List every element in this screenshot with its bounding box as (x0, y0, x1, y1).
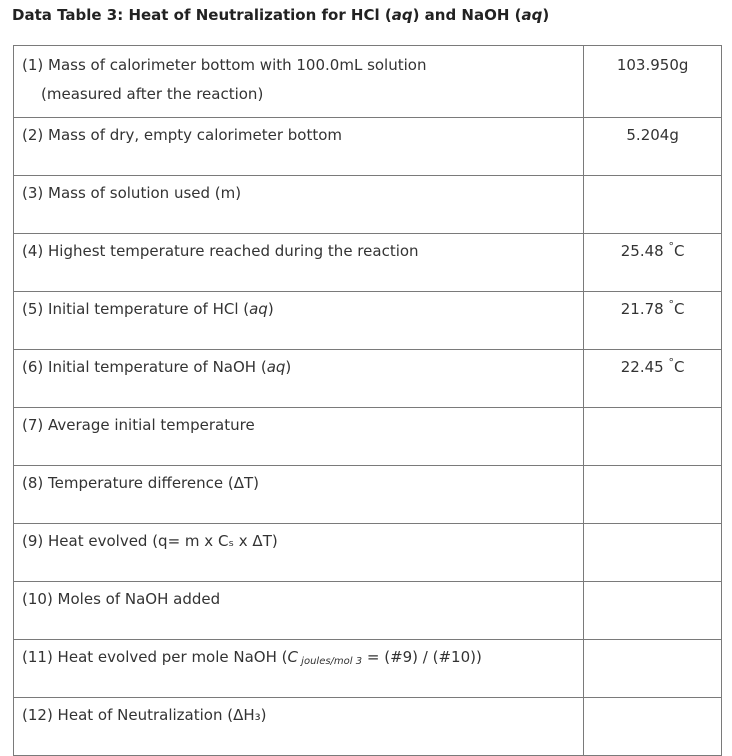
degree-symbol: ° (668, 240, 674, 253)
row-value (584, 234, 722, 292)
table-row (14, 292, 722, 350)
title-aq-hcl: aq (391, 6, 413, 24)
degree-symbol: ° (668, 356, 674, 369)
row-label-close: = (#9) / (#10)) (362, 648, 482, 666)
value-number: 22.45 (620, 358, 664, 376)
value-unit: C (674, 242, 685, 260)
degree-symbol: ° (668, 298, 674, 311)
table-row (14, 234, 722, 292)
row-label: (12) Heat of Neutralization (ΔH₃) (14, 698, 584, 756)
row-label (14, 292, 584, 350)
table-row (14, 176, 722, 234)
row-label: (10) Moles of NaOH added (14, 582, 584, 640)
row-label: (9) Heat evolved (q= m x Cₛ x ΔT) (14, 524, 584, 582)
table-row (14, 46, 722, 118)
row-label (14, 640, 584, 698)
table-row (14, 582, 722, 640)
row-value (584, 408, 722, 466)
row-label-text: (6) Initial temperature of NaOH ( (22, 358, 267, 376)
data-table (13, 45, 722, 756)
row-value (584, 582, 722, 640)
row-label: (4) Highest temperature reached during the reaction (14, 234, 584, 292)
title-aq-naoh: aq (521, 6, 543, 24)
row-label-text: (5) Initial temperature of HCl ( (22, 300, 250, 318)
table-title (12, 6, 549, 24)
title-suffix: ) (542, 6, 550, 24)
row-label-close: ) (285, 358, 292, 376)
row-value: 5.204g (584, 118, 722, 176)
row-value (584, 698, 722, 756)
title-middle: ) and NaOH ( (412, 6, 522, 24)
row-label-italic: C (287, 648, 298, 666)
row-label: (7) Average initial temperature (14, 408, 584, 466)
table-row (14, 640, 722, 698)
row-label-close: ) (267, 300, 274, 318)
row-label-text: (11) Heat evolved per mole NaOH ( (22, 648, 288, 666)
table-row (14, 524, 722, 582)
row-label-italic: aq (249, 300, 268, 318)
row-label: (3) Mass of solution used (m) (14, 176, 584, 234)
row-label: (2) Mass of dry, empty calorimeter bottom (14, 118, 584, 176)
table-row (14, 698, 722, 756)
value-unit: C (674, 358, 685, 376)
row-label (14, 46, 584, 118)
row-value (584, 640, 722, 698)
value-unit: C (674, 300, 685, 318)
row-label-line1: (1) Mass of calorimeter bottom with 100.0mL solution (22, 56, 427, 74)
title-prefix: Data Table 3: Heat of Neutralization for HCl ( (12, 6, 392, 24)
row-label-line2: (measured after the reaction) (41, 85, 264, 103)
row-value (584, 524, 722, 582)
row-value (584, 466, 722, 524)
row-value: 103.950g (584, 46, 722, 118)
row-value (584, 176, 722, 234)
value-number: 25.48 (620, 242, 664, 260)
table-row (14, 408, 722, 466)
table-row (14, 466, 722, 524)
row-label (14, 350, 584, 408)
row-label: (8) Temperature difference (ΔT) (14, 466, 584, 524)
row-value (584, 292, 722, 350)
table-row (14, 118, 722, 176)
row-value (584, 350, 722, 408)
value-number: 21.78 (620, 300, 664, 318)
row-label-italic: aq (266, 358, 286, 376)
table-row (14, 350, 722, 408)
row-label-subscript: joules/mol 3 (298, 656, 363, 667)
